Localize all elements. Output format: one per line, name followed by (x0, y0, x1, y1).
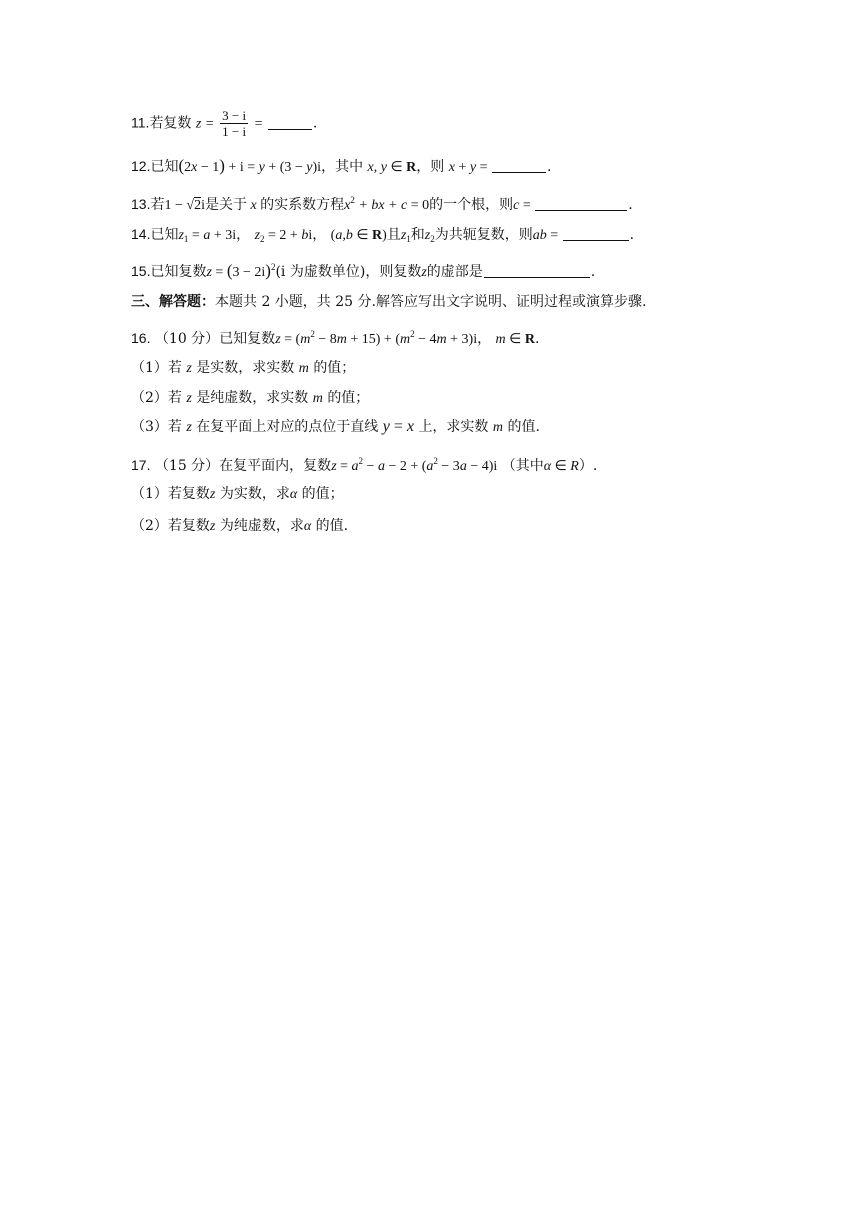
question-16-part-2: （2）若 z 是纯虚数，求实数 m 的值； (131, 390, 370, 406)
math-expression: z (331, 459, 337, 474)
problem-13: 13.若1 − √2i是关于 x 的实系数方程$x^2$ + bx + c = 0的一个根，则c = . (131, 195, 633, 213)
math-expression: z (206, 265, 212, 280)
question-score: （10 分） (154, 331, 220, 347)
question-16-part-1: （1）若 z 是实数，求实数 m 的值； (131, 360, 356, 376)
question-score: （15 分） (154, 458, 220, 474)
fraction: $\frac{3 - i}{1 - i}$ (222, 108, 247, 139)
problem-11: 11.若复数 z = $\frac{3 - i}{1 - i}$ = . (131, 108, 318, 139)
math-expression: 1 − √2i (164, 198, 205, 213)
math-expression: ( (178, 156, 185, 175)
problem-number: 14. (131, 226, 151, 242)
question-17-part-1: （1）若复数z 为实数，求α 的值； (131, 486, 344, 502)
problem-12: 12.已知(2x − 1) + i = y + (3 − y)i，其中 x, y ∈ R，则 x + y = . (131, 156, 552, 175)
section-heading (131, 292, 646, 312)
answer-blank[interactable] (484, 263, 590, 278)
problem-number: 13. (131, 196, 151, 212)
answer-blank[interactable] (563, 226, 629, 241)
problem-text: 已知 (150, 159, 179, 175)
question-17-part-2: （2）若复数z 为纯虚数，求α 的值. (131, 518, 349, 534)
section-title: 三、解答题： (131, 294, 215, 310)
math-expression: z (275, 332, 281, 347)
problem-number: 11. (131, 114, 150, 131)
section-intro: 本题共 2 小题，共 25 分.解答应写出文字说明、证明过程或演算步骤. (215, 294, 647, 310)
math-expression: $x^2$ + bx + c (344, 195, 408, 213)
math-expression: z (195, 116, 202, 132)
question-16: 16. （10 分）已知复数$z = (m^2 - 8m + 15) + (m^2 - 4m + 3)i$， m ∈ R. (131, 329, 540, 347)
answer-blank[interactable] (268, 115, 312, 130)
problem-14: 14.已知$z_1 = a + 3i$， $z_2 = 2$ + bi， (a,b ∈ R)且$z_1$和$z_2$为共轭复数，则ab = . (131, 226, 635, 244)
problem-number: 12. (131, 158, 151, 174)
question-17: 17. （15 分）在复平面内，复数$z = a^2 - a - 2 + (a^2 - 3a - 4)i$ （其中α ∈ R）. (131, 456, 598, 474)
answer-blank[interactable] (492, 158, 546, 173)
math-expression: $z_1$ (178, 228, 189, 244)
math-expression: x, y (367, 160, 387, 175)
problem-15: 15.已知复数$z = (3 - 2i)^2(i$ 为虚数单位)，则复数z的虚部是 . (131, 261, 596, 280)
answer-blank[interactable] (535, 196, 627, 211)
question-16-part-3: （3）若 z 在复平面上对应的点位于直线 y = x 上，求实数 m 的值. (131, 418, 540, 435)
problem-text: 若复数 (149, 115, 192, 132)
problem-number: 15. (131, 263, 151, 279)
question-number: 17. (131, 457, 151, 473)
question-number: 16. (131, 330, 151, 346)
